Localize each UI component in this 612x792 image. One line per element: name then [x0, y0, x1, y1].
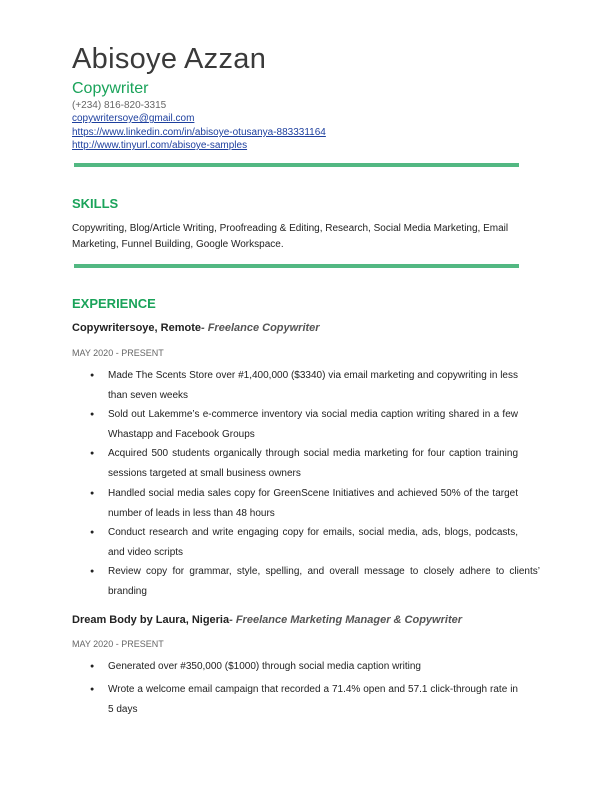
job-dates: MAY 2020 - PRESENT [72, 639, 164, 649]
job-bullet: ● Acquired 500 students organically through social media marketing for four caption training sessions targeted at small business owners [108, 444, 518, 483]
skills-list: Copywriting, Blog/Article Writing, Proofreading & Editing, Research, Social Media Marketing, Email Marketing, Funnel Building, Google Workspace. [72, 223, 509, 250]
experience-heading: EXPERIENCE [72, 296, 156, 311]
section-divider [74, 264, 519, 268]
job-bullet: ● Handled social media sales copy for GreenScene Initiatives and achieved 50% of the target number of leads in less than 48 hours [108, 484, 518, 523]
job-bullet: ● Review copy for grammar, style, spelling, and overall message to closely adhere to clients’ branding [108, 562, 540, 601]
job-heading [72, 322, 320, 334]
job-dates: MAY 2020 - PRESENT [72, 348, 164, 358]
job-title: - Freelance Marketing Manager & Copywriter [229, 614, 463, 626]
candidate-title: Copywriter [72, 80, 149, 97]
section-divider [74, 163, 519, 167]
job-company: Copywritersoye, Remote [72, 322, 201, 334]
candidate-name: Abisoye Azzan [72, 43, 267, 75]
job-title: - Freelance Copywriter [200, 322, 320, 334]
job-bullet: ● Sold out Lakemme’s e-commerce inventory via social media caption writing shared in a few Whastapp and Facebook Groups [108, 405, 518, 444]
linkedin-link[interactable]: https://www.linkedin.com/in/abisoye-otusanya-883331164 [72, 127, 326, 138]
samples-link[interactable]: http://www.tinyurl.com/abisoye-samples [72, 140, 248, 151]
phone-number: (+234) 816-820-3315 [72, 100, 167, 111]
job-bullet: ● Generated over #350,000 ($1000) through social media caption writing [108, 657, 518, 677]
job-bullet: ● Made The Scents Store over #1,400,000 ($3340) via email marketing and copywriting in less than seven weeks [108, 366, 518, 405]
job-bullet: ● Wrote a welcome email campaign that recorded a 71.4% open and 57.1 click-through rate in 5 days [108, 680, 518, 719]
skills-heading: SKILLS [72, 196, 119, 211]
email-link[interactable]: copywritersoye@gmail.com [72, 113, 195, 124]
job-heading [72, 614, 462, 626]
job-company: Dream Body by Laura, Nigeria [72, 614, 230, 626]
job-bullet: ● Conduct research and write engaging copy for emails, social media, ads, blogs, podcasts, and video scripts [108, 523, 518, 562]
